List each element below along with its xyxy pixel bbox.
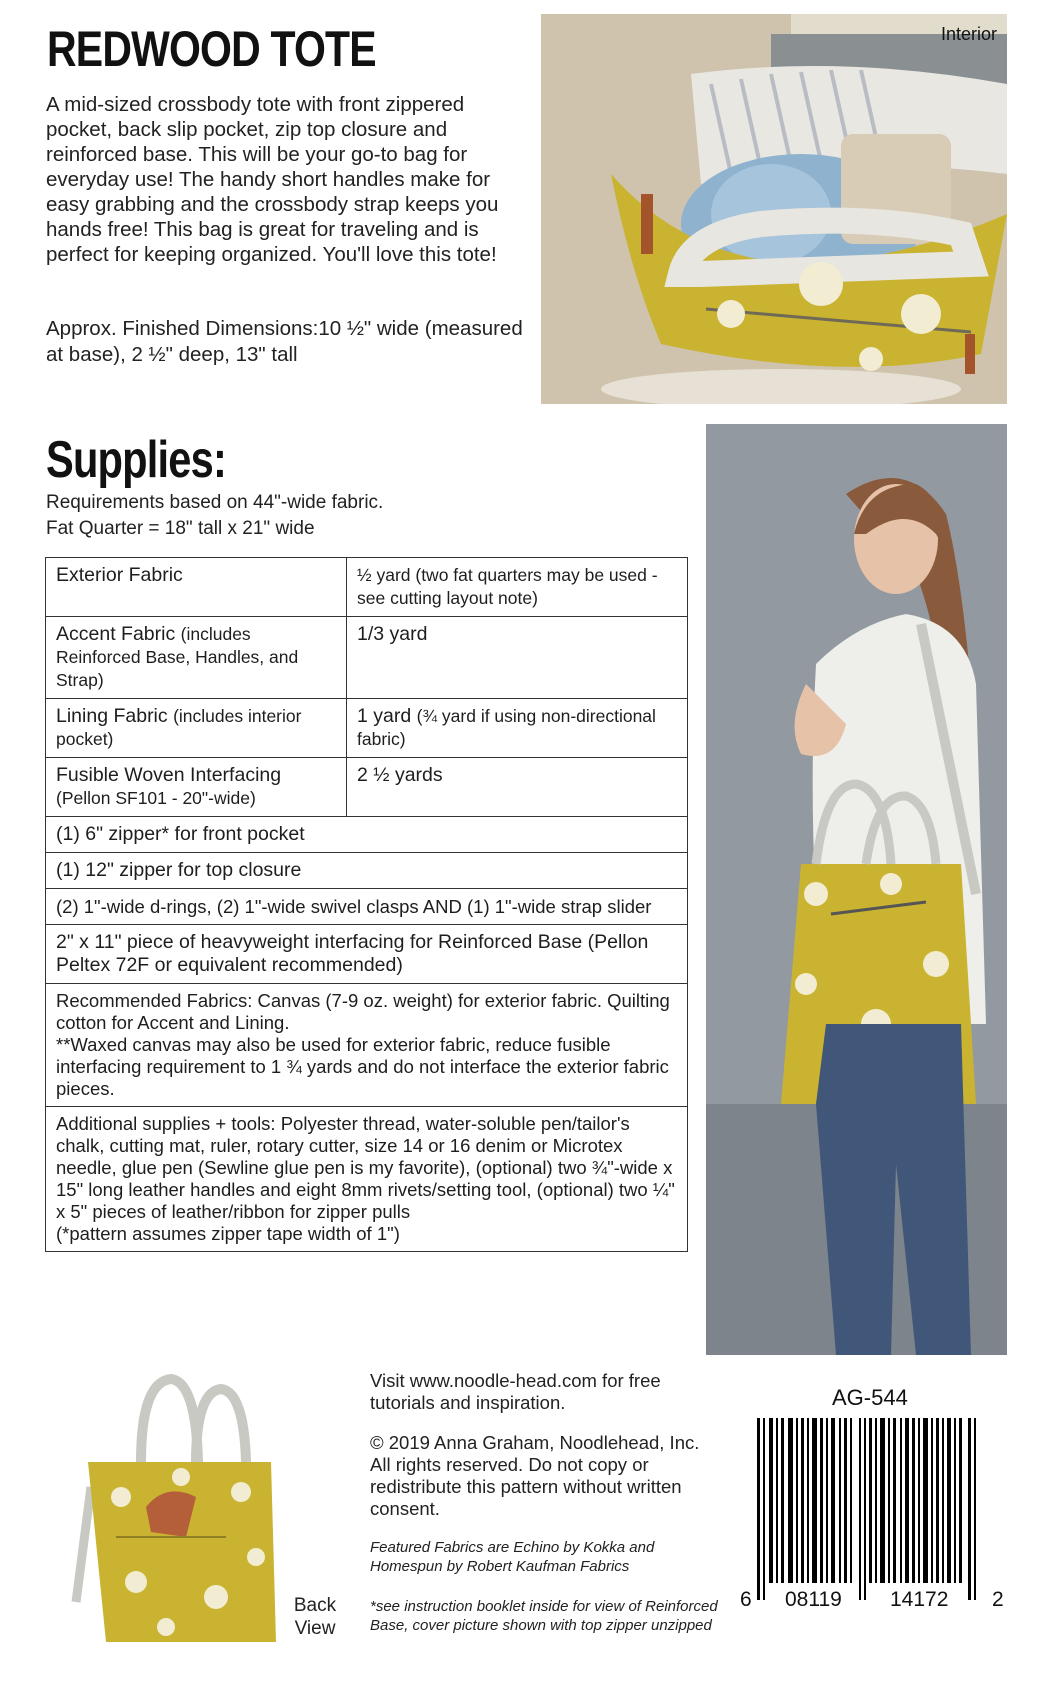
table-row [46, 925, 688, 984]
booklet-note: *see instruction booklet inside for view of Reinforced Base, cover picture shown with top zipper unzipped [370, 1598, 718, 1634]
barcode-check-digit: 2 [992, 1588, 1004, 1611]
table-row [46, 889, 688, 925]
model-photo [706, 424, 1007, 1355]
table-row [46, 558, 688, 617]
supply-name: Lining Fabric (includes interior pocket) [46, 699, 347, 758]
supplies-table [45, 557, 688, 1252]
pattern-title: REDWOOD TOTE [47, 21, 376, 77]
supply-amount: 2 ½ yards [347, 758, 688, 817]
supply-item: (1) 6" zipper* for front pocket [46, 817, 688, 853]
sku-code: AG-544 [832, 1385, 908, 1410]
featured-fabrics-text: Featured Fabrics are Echino by Kokka and Homespun by Robert Kaufman Fabrics [370, 1539, 655, 1575]
barcode-digit-first: 6 [740, 1588, 752, 1611]
supply-amount: ½ yard (two fat quarters may be used - see cutting layout note) [347, 558, 688, 617]
interior-label: Interior [940, 24, 997, 44]
copyright-text: © 2019 Anna Graham, Noodlehead, Inc. All rights reserved. Do not copy or redistribute this pattern without written consent. [370, 1432, 700, 1519]
fabric-requirements [46, 490, 383, 542]
table-row [46, 1107, 688, 1252]
finished-dimensions: Approx. Finished Dimensions:10 ½" wide (measured at base), 2 ½" deep, 13" tall [46, 317, 523, 366]
barcode-digits-right: 14172 [890, 1588, 949, 1611]
barcode-digits-left: 08119 [785, 1588, 842, 1611]
requirements-line: Requirements based on 44"-wide fabric. [46, 492, 384, 513]
supply-item: 2" x 11" piece of heavyweight interfacing for Reinforced Base (Pellon Peltex 72F or equivalent recommended) [46, 925, 688, 984]
table-row [46, 853, 688, 889]
back-view-label: Back View [293, 1595, 337, 1639]
supply-amount: 1 yard (¾ yard if using non-directional fabric) [347, 699, 688, 758]
table-row [46, 699, 688, 758]
interior-photo [541, 14, 1007, 404]
supply-name: Fusible Woven Interfacing (Pellon SF101 - 20"-wide) [46, 758, 347, 817]
supply-amount: 1/3 yard [347, 617, 688, 699]
pattern-description: A mid-sized crossbody tote with front zippered pocket, back slip pocket, zip top closure and reinforced base. This will be your go-to bag for everyday use! The handy short handles make for easy grabbing and the crossbody strap keeps you hands free! This bag is great for traveling and is perfect for keeping organized. You'll love this tote! [46, 93, 499, 266]
supply-item: (2) 1"-wide d-rings, (2) 1"-wide swivel clasps AND (1) 1"-wide strap slider [46, 889, 688, 925]
fat-quarter-line: Fat Quarter = 18" tall x 21" wide [46, 518, 315, 539]
barcode [755, 1418, 983, 1600]
interior-bag-illustration [541, 14, 1007, 404]
supply-name: Accent Fabric (includes Reinforced Base, Handles, and Strap) [46, 617, 347, 699]
table-row [46, 984, 688, 1107]
table-row [46, 617, 688, 699]
supply-name: Exterior Fabric [46, 558, 347, 617]
additional-supplies: Additional supplies + tools: Polyester thread, water-soluble pen/tailor's chalk, cutting mat, ruler, rotary cutter, size 14 or 16 denim or Microtex needle, glue pen (Sewline glue pen is my favorite), (optional) two ¾"-wide x 15" long leather handles and eight 8mm rivets/setting tool, (optional) two ¼" x 5" pieces of leather/ribbon for zipper pulls (*pattern assumes zipper tape width of 1") [46, 1107, 688, 1252]
supplies-heading: Supplies: [46, 431, 227, 489]
table-row [46, 758, 688, 817]
visit-website-text: Visit www.noodle-head.com for free tutorials and inspiration. [370, 1370, 661, 1413]
recommended-fabrics: Recommended Fabrics: Canvas (7-9 oz. weight) for exterior fabric. Quilting cotton for Accent and Lining. **Waxed canvas may also be used for exterior fabric, reduce fusible interfacing requirement to 1 ¾ yards and do not interface the exterior fabric pieces. [46, 984, 688, 1107]
model-with-bag-illustration [706, 424, 1007, 1355]
supply-item: (1) 12" zipper for top closure [46, 853, 688, 889]
table-row [46, 817, 688, 853]
